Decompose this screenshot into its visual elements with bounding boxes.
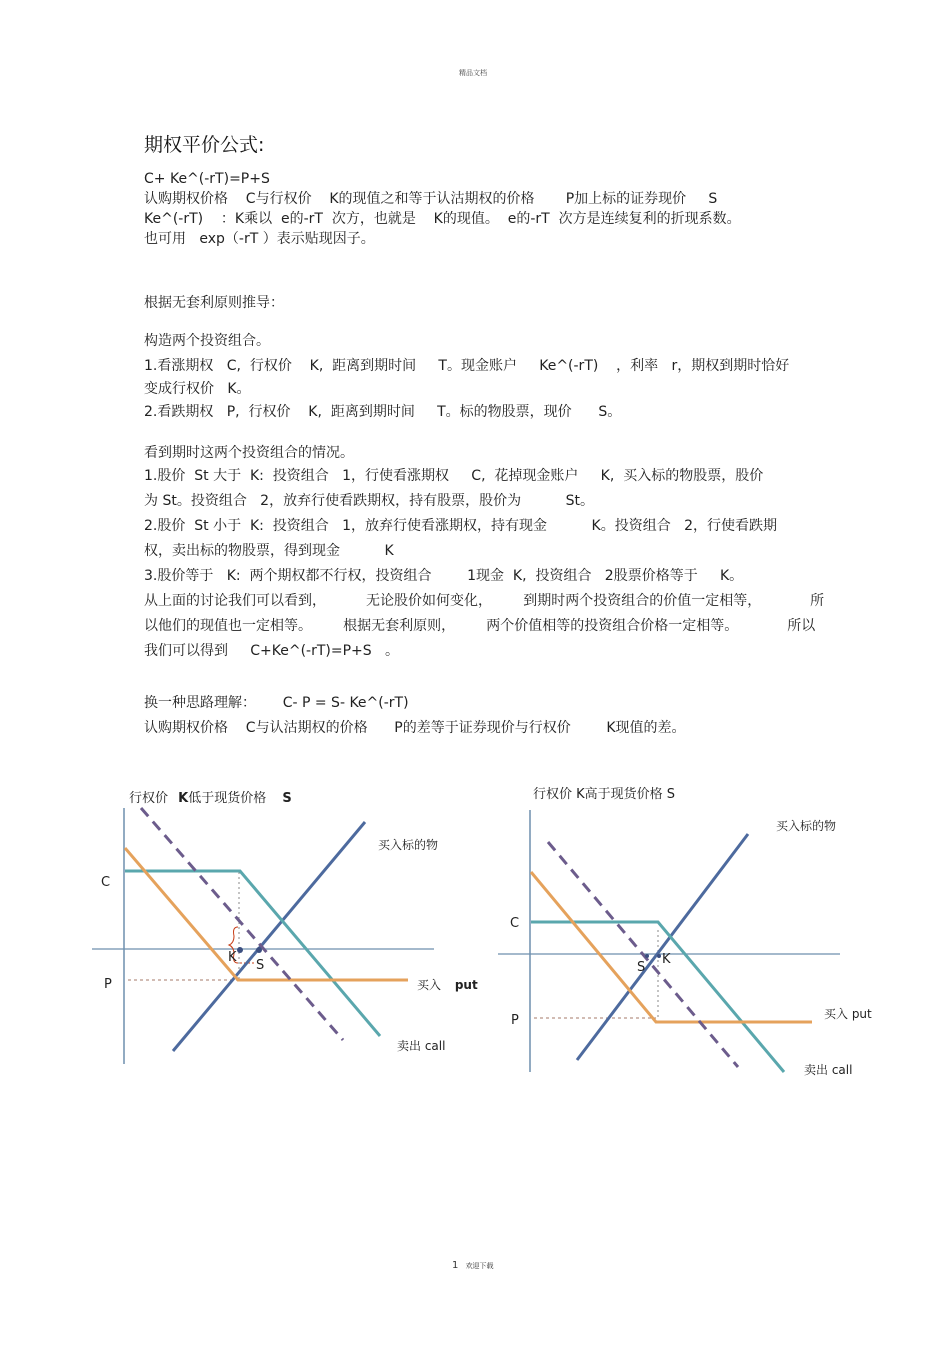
portfolio-intro: 构造两个投资组合。 (144, 333, 270, 349)
page-footer (452, 1260, 494, 1271)
portfolio-line: 变成行权价 K。 (144, 381, 251, 397)
right-label-k: K (662, 952, 671, 967)
left-title-part: 行权价 (129, 791, 169, 806)
right-underlying-line (577, 834, 748, 1060)
alt-title: 换一种思路理解： C- P = S- Ke^(-rT) (144, 695, 409, 711)
case-line: 为 St。投资组合 2，放弃行使看跌期权，持有股票，股价为 St。 (144, 493, 594, 509)
left-buy-put-b: put (454, 978, 478, 992)
intro-line: 也可用 exp（-rT ）表示贴现因子。 (144, 231, 375, 247)
case-line: 我们可以得到 C+Ke^(-rT)=P+S 。 (144, 643, 400, 659)
case-line: 从上面的讨论我们可以看到， 无论股价如何变化， 到期时两个投资组合的价值一定相等， 所 (144, 593, 825, 609)
derive-title: 根据无套利原则推导： (144, 295, 284, 311)
page-title: 期权平价公式: (144, 134, 265, 156)
right-label-p: P (511, 1013, 519, 1028)
cases-intro: 看到期时这两个投资组合的情况。 (144, 445, 354, 461)
intro-line: 认购期权价格 C与行权价 K的现值之和等于认沽期权的价格 P加上标的证券现价 S (144, 191, 718, 207)
right-label-s: S (637, 960, 646, 975)
formula-line: C+ Ke^(-rT)=P+S (144, 171, 270, 187)
left-buy-put-a: 买入 (417, 978, 442, 992)
left-title-k: K (178, 791, 189, 806)
case-line: 1.股价 St 大于 K: 投资组合 1，行使看涨期权 C, 花掉现金账户 K, 买入标的物股票，股价 (144, 468, 764, 484)
right-label-c: C (510, 916, 520, 931)
case-line: 3.股价等于 K: 两个期权都不行权，投资组合 1现金 K, 投资组合 2股票价格等于 K。 (144, 568, 744, 584)
left-title-part: 低于现货价格 (188, 791, 267, 806)
left-label-buy-underlying: 买入标的物 (378, 838, 439, 852)
left-label-k: K (228, 950, 237, 965)
right-diagram-title: 行权价 K高于现货价格 S (533, 787, 676, 802)
intro-line: Ke^(-rT) ：K乘以 e的-rT 次方，也就是 K的现值。 e的-rT 次方是连续复利的折现系数。 (144, 211, 741, 227)
left-label-sell-call: 卖出 call (397, 1039, 446, 1053)
right-label-buy-underlying: 买入标的物 (776, 819, 837, 833)
left-label-s: S (256, 958, 265, 973)
case-line: 以他们的现值也一定相等。 根据无套利原则， 两个价值相等的投资组合价格一定相等。 所以 (144, 618, 816, 634)
left-title-s: S (282, 791, 292, 806)
right-label-sell-call: 卖出 call (804, 1063, 853, 1077)
right-s-point (645, 954, 649, 958)
page-number: 1 (452, 1260, 459, 1271)
left-label-p: P (104, 977, 112, 992)
portfolio-line: 1.看涨期权 C, 行权价 K, 距离到期时间 T。现金账户 Ke^(-rT) ，利率 r，期权到期时恰好 (144, 358, 790, 374)
right-label-buy-put: 买入 put (824, 1007, 872, 1021)
case-line: 权，卖出标的物股票，得到现金 K (144, 543, 394, 559)
alt-text: 认购期权价格 C与认沽期权的价格 P的差等于证券现价与行权价 K现值的差。 (144, 720, 686, 736)
left-label-c: C (101, 875, 111, 890)
page-header: 精品文档 (459, 69, 487, 77)
right-k-point (657, 954, 661, 958)
case-line: 2.股价 St 小于 K: 投资组合 1，放弃行使看涨期权，持有现金 K。投资组合 2，行使看跌期 (144, 518, 777, 534)
footer-text: 欢迎下载 (465, 1262, 494, 1270)
right-buy-put-line (531, 872, 812, 1022)
portfolio-line: 2.看跌期权 P, 行权价 K, 距离到期时间 T。标的物股票，现价 S。 (144, 404, 622, 420)
